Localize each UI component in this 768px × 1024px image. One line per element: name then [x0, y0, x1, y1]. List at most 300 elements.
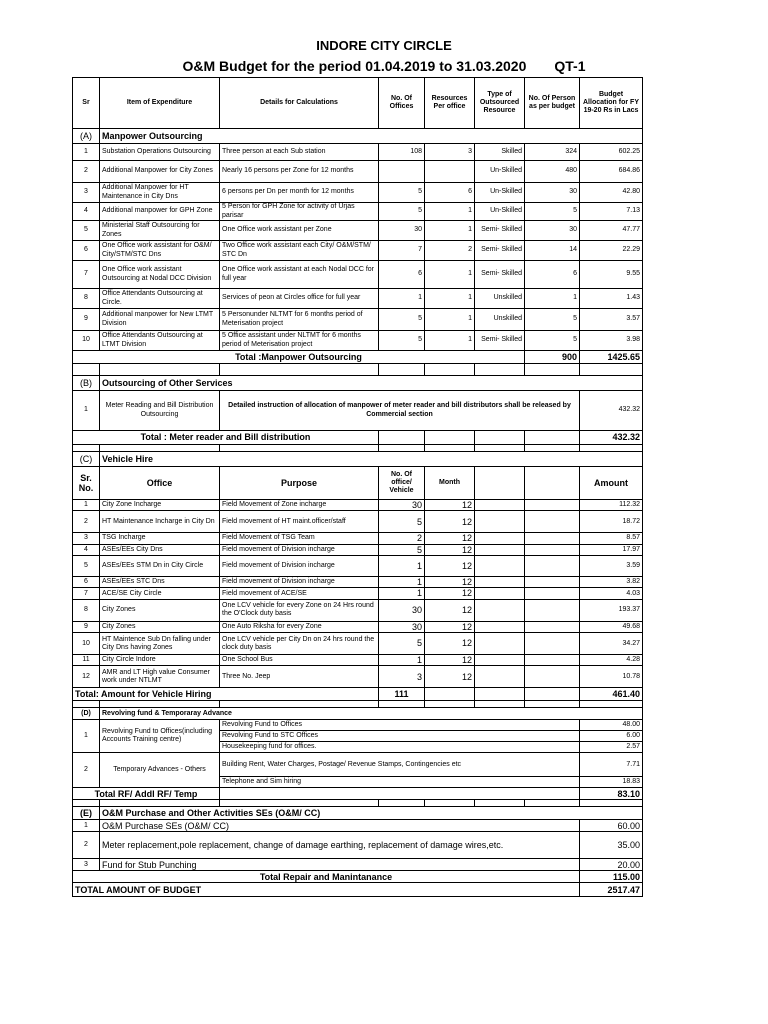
row-sr: 9 — [73, 621, 100, 632]
section-c-total — [73, 688, 643, 701]
section-a-total-label: Total :Manpower Outsourcing — [73, 351, 525, 364]
row-persons: 5 — [525, 309, 580, 331]
row-offices: 6 — [379, 261, 425, 289]
row-type: Unskilled — [475, 289, 525, 309]
row-sr: 3 — [73, 183, 100, 203]
table-row — [73, 633, 643, 655]
table-row — [73, 183, 643, 203]
empty-cell — [475, 800, 525, 807]
empty-cell — [525, 467, 580, 500]
section-c-total-amount: 461.40 — [580, 688, 643, 701]
row-offices: 5 — [379, 331, 425, 351]
row-type: Semi- Skilled — [475, 221, 525, 241]
row-details: One Office work assistant per Zone — [220, 221, 379, 241]
header-sr-no: Sr. No. — [73, 467, 100, 500]
row-type: Semi- Skilled — [475, 331, 525, 351]
row-item: One Office work assistant for O&M/ City/STM/STC Dns — [100, 241, 220, 261]
section-a-total-persons: 900 — [525, 351, 580, 364]
section-b-total-budget: 432.32 — [580, 431, 643, 445]
table-row — [73, 666, 643, 688]
row-sr: 3 — [73, 533, 100, 544]
row-sr: 10 — [73, 633, 100, 655]
row-persons: 5 — [525, 331, 580, 351]
table-header — [73, 78, 643, 129]
empty-cell — [580, 701, 643, 708]
row-budget: 3.57 — [580, 309, 643, 331]
row-office: City Zone Incharge — [100, 500, 220, 511]
section-b-header — [73, 376, 643, 391]
row-item: Office Attendants Outsourcing at Circle. — [100, 289, 220, 309]
row-details: Nearly 16 persons per Zone for 12 months — [220, 161, 379, 183]
row-type: Skilled — [475, 144, 525, 161]
empty-cell — [475, 577, 525, 588]
row-label: Revolving Fund to Offices — [220, 720, 580, 731]
section-e-header — [73, 807, 643, 820]
row-amount: 35.00 — [580, 832, 643, 859]
grand-total-label: TOTAL AMOUNT OF BUDGET — [73, 883, 580, 897]
row-persons: 480 — [525, 161, 580, 183]
section-b-sr: 1 — [73, 391, 100, 431]
row-label: Building Rent, Water Charges, Postage/ Revenue Stamps, Contingencies etc — [220, 753, 580, 777]
section-d-total-amount: 83.10 — [580, 788, 643, 800]
row-budget: 42.80 — [580, 183, 643, 203]
row-item: Additional manpower for New LTMT Division — [100, 309, 220, 331]
table-row — [73, 859, 643, 871]
header-persons: No. Of Person as per budget — [525, 78, 580, 129]
header-resources: Resources Per office — [425, 78, 475, 129]
empty-cell — [525, 588, 580, 599]
row-sr: 9 — [73, 309, 100, 331]
row-persons: 5 — [525, 203, 580, 221]
row-amount: 112.32 — [580, 500, 643, 511]
table-row — [73, 655, 643, 666]
empty-cell — [73, 445, 100, 452]
row-month: 12 — [425, 588, 475, 599]
row-resources: 1 — [425, 289, 475, 309]
table-row — [73, 599, 643, 621]
budget-table — [72, 77, 643, 897]
table-row — [73, 161, 643, 183]
row-details: 6 persons per Dn per month for 12 months — [220, 183, 379, 203]
table-row — [73, 832, 643, 859]
empty-cell — [425, 688, 475, 701]
row-purpose: One LCV vehicle for every Zone on 24 Hrs round the O'Clock duty basis — [220, 599, 379, 621]
table-row — [73, 511, 643, 533]
empty-cell — [525, 655, 580, 666]
row-amount: 10.78 — [580, 666, 643, 688]
spacer-row — [73, 445, 643, 452]
empty-cell — [100, 445, 220, 452]
section-c-total-count: 111 — [379, 688, 425, 701]
row-persons: 324 — [525, 144, 580, 161]
row-sr: 8 — [73, 599, 100, 621]
row-month: 12 — [425, 633, 475, 655]
row-resources: 1 — [425, 261, 475, 289]
table-row — [73, 820, 643, 832]
header-sr: Sr — [73, 78, 100, 129]
section-b-code: (B) — [73, 376, 100, 391]
row-item: Additional Manpower for HT Maintenance in City Dns — [100, 183, 220, 203]
row-amount: 6.00 — [580, 731, 643, 742]
row-amount: 4.03 — [580, 588, 643, 599]
row-sr: 10 — [73, 331, 100, 351]
header-type: Type of Outsourced Resource — [475, 78, 525, 129]
table-row — [73, 144, 643, 161]
empty-cell — [220, 788, 580, 800]
empty-cell — [425, 445, 475, 452]
row-amount: 193.37 — [580, 599, 643, 621]
empty-cell — [525, 599, 580, 621]
row-month: 12 — [425, 544, 475, 555]
header-item: Item of Expenditure — [100, 78, 220, 129]
table-row — [73, 588, 643, 599]
row-amount: 3.59 — [580, 556, 643, 577]
row-offices: 5 — [379, 309, 425, 331]
row-sr: 6 — [73, 241, 100, 261]
row-purpose: Field movement of Division incharge — [220, 577, 379, 588]
table-row — [73, 533, 643, 544]
row-budget: 9.55 — [580, 261, 643, 289]
section-d-total-label: Total RF/ Addl RF/ Temp — [73, 788, 220, 800]
row-resources: 1 — [425, 331, 475, 351]
row-vehicle-count: 3 — [379, 666, 425, 688]
empty-cell — [73, 701, 100, 708]
row-office: ACE/SE City Circle — [100, 588, 220, 599]
empty-cell — [425, 364, 475, 376]
empty-cell — [525, 800, 580, 807]
empty-cell — [475, 467, 525, 500]
row-persons: 1 — [525, 289, 580, 309]
empty-cell — [475, 621, 525, 632]
empty-cell — [100, 364, 220, 376]
section-e-total-label: Total Repair and Manintanance — [73, 871, 580, 883]
row-purpose: One School Bus — [220, 655, 379, 666]
empty-cell — [525, 666, 580, 688]
section-d-title: Revolving fund & Temporaray Advance — [100, 708, 643, 720]
row-type: Semi- Skilled — [475, 241, 525, 261]
empty-cell — [73, 800, 100, 807]
row-type: Un-Skilled — [475, 203, 525, 221]
table-row — [73, 621, 643, 632]
row-vehicle-count: 1 — [379, 556, 425, 577]
row-sr: 5 — [73, 221, 100, 241]
empty-cell — [379, 364, 425, 376]
row-type: Unskilled — [475, 309, 525, 331]
section-b-total-label: Total : Meter reader and Bill distribution — [73, 431, 379, 445]
row-label: O&M Purchase SEs (O&M/ CC) — [100, 820, 580, 832]
row-persons: 30 — [525, 221, 580, 241]
header-office: Office — [100, 467, 220, 500]
empty-cell — [525, 431, 580, 445]
empty-cell — [580, 800, 643, 807]
row-sr: 7 — [73, 261, 100, 289]
empty-cell — [379, 800, 425, 807]
header-budget: Budget Allocation for FY 19-20 Rs in Lacs — [580, 78, 643, 129]
row-purpose: Field movement of HT maint.officer/staff — [220, 511, 379, 533]
table-row — [73, 309, 643, 331]
empty-cell — [475, 599, 525, 621]
row-resources: 1 — [425, 203, 475, 221]
row-amount: 34.27 — [580, 633, 643, 655]
section-a-title: Manpower Outsourcing — [100, 129, 643, 144]
row-sr: 8 — [73, 289, 100, 309]
row-amount: 7.71 — [580, 753, 643, 777]
row-amount: 18.83 — [580, 777, 643, 788]
row-office: HT Maintenance Incharge in City Dn — [100, 511, 220, 533]
section-e-total — [73, 871, 643, 883]
section-c-title: Vehicle Hire — [100, 452, 643, 467]
row-vehicle-count: 1 — [379, 577, 425, 588]
empty-cell — [525, 577, 580, 588]
header-month: Month — [425, 467, 475, 500]
empty-cell — [379, 701, 425, 708]
empty-cell — [425, 701, 475, 708]
row-office: ASEs/EEs STM Dn in City Circle — [100, 556, 220, 577]
empty-cell — [475, 364, 525, 376]
document-title: INDORE CITY CIRCLE — [316, 38, 452, 53]
row-persons: 14 — [525, 241, 580, 261]
row-offices — [379, 161, 425, 183]
section-b-budget: 432.32 — [580, 391, 643, 431]
row-purpose: One LCV vehicle per City Dn on 24 hrs round the clock duty basis — [220, 633, 379, 655]
empty-cell — [475, 533, 525, 544]
row-details: 5 Office assistant under NLTMT for 6 months period of Meterisation project — [220, 331, 379, 351]
row-details: One Office work assistant at each Nodal DCC for full year — [220, 261, 379, 289]
row-sr: 2 — [73, 832, 100, 859]
row-office: ASEs/EEs City Dns — [100, 544, 220, 555]
empty-cell — [525, 533, 580, 544]
row-sr: 6 — [73, 577, 100, 588]
empty-cell — [220, 364, 379, 376]
table-row — [73, 577, 643, 588]
empty-cell — [475, 688, 525, 701]
empty-cell — [580, 364, 643, 376]
row-office: City Zones — [100, 599, 220, 621]
section-d-sr-1: 1 — [73, 720, 100, 753]
row-offices: 7 — [379, 241, 425, 261]
row-type: Un-Skilled — [475, 161, 525, 183]
row-office: AMR and LT High value Consumer work under NTLMT — [100, 666, 220, 688]
table-row — [73, 753, 643, 777]
row-label: Fund for Stub Punching — [100, 859, 580, 871]
row-vehicle-count: 1 — [379, 655, 425, 666]
table-row — [73, 289, 643, 309]
empty-cell — [475, 633, 525, 655]
row-month: 12 — [425, 500, 475, 511]
section-d-total — [73, 788, 643, 800]
row-month: 12 — [425, 655, 475, 666]
row-type: Semi- Skilled — [475, 261, 525, 289]
section-b-details: Detailed instruction of allocation of manpower of meter reader and bill distributors shall be released by Commercial section — [220, 391, 580, 431]
section-b-row — [73, 391, 643, 431]
row-office: City Circle Indore — [100, 655, 220, 666]
row-purpose: Field Movement of TSG Team — [220, 533, 379, 544]
grand-total-row — [73, 883, 643, 897]
table-row — [73, 241, 643, 261]
row-offices: 1 — [379, 289, 425, 309]
table-row — [73, 500, 643, 511]
row-sr: 12 — [73, 666, 100, 688]
section-a-total — [73, 351, 643, 364]
row-sr: 2 — [73, 511, 100, 533]
row-office: HT Maintence Sub Dn falling under City Dns having Zones — [100, 633, 220, 655]
row-details: 5 Personunder NLTMT for 6 months period of Meterisation project — [220, 309, 379, 331]
table-row — [73, 221, 643, 241]
empty-cell — [475, 500, 525, 511]
empty-cell — [220, 445, 379, 452]
empty-cell — [100, 701, 220, 708]
empty-cell — [220, 701, 379, 708]
row-vehicle-count: 5 — [379, 544, 425, 555]
row-budget: 602.25 — [580, 144, 643, 161]
section-d-code: (D) — [73, 708, 100, 720]
section-c-code: (C) — [73, 452, 100, 467]
empty-cell — [379, 445, 425, 452]
empty-cell — [525, 621, 580, 632]
section-e-total-amount: 115.00 — [580, 871, 643, 883]
row-item: Additional manpower for GPH Zone — [100, 203, 220, 221]
row-offices: 108 — [379, 144, 425, 161]
section-b-title: Outsourcing of Other Services — [100, 376, 643, 391]
row-offices: 5 — [379, 183, 425, 203]
header-offices: No. Of Offices — [379, 78, 425, 129]
row-purpose: Three No. Jeep — [220, 666, 379, 688]
row-vehicle-count: 5 — [379, 633, 425, 655]
section-e-title: O&M Purchase and Other Activities SEs (O&M/ CC) — [100, 807, 643, 820]
row-vehicle-count: 30 — [379, 500, 425, 511]
row-details: Three person at each Sub station — [220, 144, 379, 161]
document-subtitle — [0, 58, 768, 74]
row-details: 5 Person for GPH Zone for activity of Urjas parisar — [220, 203, 379, 221]
empty-cell — [525, 544, 580, 555]
row-purpose: Field movement of Division incharge — [220, 556, 379, 577]
empty-cell — [100, 800, 220, 807]
empty-cell — [580, 445, 643, 452]
row-budget: 684.86 — [580, 161, 643, 183]
empty-cell — [525, 500, 580, 511]
table-row — [73, 720, 643, 731]
section-a-code: (A) — [73, 129, 100, 144]
empty-cell — [475, 556, 525, 577]
row-amount: 60.00 — [580, 820, 643, 832]
grand-total-amount: 2517.47 — [580, 883, 643, 897]
table-row — [73, 331, 643, 351]
empty-cell — [525, 364, 580, 376]
empty-cell — [525, 511, 580, 533]
empty-cell — [475, 544, 525, 555]
row-budget: 3.98 — [580, 331, 643, 351]
budget-period: O&M Budget for the period 01.04.2019 to 31.03.2020 — [182, 58, 527, 74]
section-b-item: Meter Reading and Bill Distribution Outsourcing — [100, 391, 220, 431]
row-sr: 4 — [73, 544, 100, 555]
section-e-code: (E) — [73, 807, 100, 820]
section-c-header — [73, 452, 643, 467]
header-purpose: Purpose — [220, 467, 379, 500]
row-purpose: Field movement of ACE/SE — [220, 588, 379, 599]
empty-cell — [220, 800, 379, 807]
empty-cell — [475, 701, 525, 708]
row-label: Telephone and Sim hiring — [220, 777, 580, 788]
row-month: 12 — [425, 666, 475, 688]
row-persons: 6 — [525, 261, 580, 289]
row-label: Housekeeping fund for offices. — [220, 742, 580, 753]
row-amount: 3.82 — [580, 577, 643, 588]
row-amount: 49.68 — [580, 621, 643, 632]
row-item: Substation Operations Outsourcing — [100, 144, 220, 161]
empty-cell — [475, 588, 525, 599]
row-sr: 7 — [73, 588, 100, 599]
empty-cell — [475, 431, 525, 445]
section-c-total-label: Total: Amount for Vehicle Hiring — [73, 688, 379, 701]
row-resources: 6 — [425, 183, 475, 203]
row-sr: 2 — [73, 161, 100, 183]
row-resources: 2 — [425, 241, 475, 261]
section-d-sr-2: 2 — [73, 753, 100, 788]
section-a-header — [73, 129, 643, 144]
row-sr: 11 — [73, 655, 100, 666]
section-d-item-1: Revolving Fund to Offices(including Accounts Training centre) — [100, 720, 220, 753]
row-amount: 17.97 — [580, 544, 643, 555]
row-label: Revolving Fund to STC Offices — [220, 731, 580, 742]
row-item: Ministerial Staff Outsourcing for Zones — [100, 221, 220, 241]
row-sr: 1 — [73, 144, 100, 161]
header-details: Details for Calculations — [220, 78, 379, 129]
row-sr: 1 — [73, 820, 100, 832]
empty-cell — [475, 445, 525, 452]
row-sr: 1 — [73, 500, 100, 511]
row-offices: 30 — [379, 221, 425, 241]
empty-cell — [525, 633, 580, 655]
row-details: Two Office work assistant each City/ O&M/STM/ STC Dn — [220, 241, 379, 261]
empty-cell — [525, 701, 580, 708]
empty-cell — [73, 364, 100, 376]
row-budget: 47.77 — [580, 221, 643, 241]
row-purpose: Field Movement of Zone incharge — [220, 500, 379, 511]
row-resources — [425, 161, 475, 183]
row-vehicle-count: 30 — [379, 599, 425, 621]
row-amount: 2.57 — [580, 742, 643, 753]
table-row — [73, 261, 643, 289]
row-resources: 1 — [425, 309, 475, 331]
row-vehicle-count: 30 — [379, 621, 425, 632]
quarter-label: QT-1 — [554, 58, 586, 74]
row-amount: 20.00 — [580, 859, 643, 871]
row-amount: 8.57 — [580, 533, 643, 544]
row-month: 12 — [425, 621, 475, 632]
empty-cell — [525, 556, 580, 577]
empty-cell — [525, 445, 580, 452]
empty-cell — [425, 800, 475, 807]
spacer-row — [73, 364, 643, 376]
row-office: ASEs/EEs STC Dns — [100, 577, 220, 588]
row-budget: 7.13 — [580, 203, 643, 221]
row-month: 12 — [425, 556, 475, 577]
table-row — [73, 203, 643, 221]
row-amount: 48.00 — [580, 720, 643, 731]
row-persons: 30 — [525, 183, 580, 203]
row-purpose: One Auto Riksha for every Zone — [220, 621, 379, 632]
row-budget: 1.43 — [580, 289, 643, 309]
row-office: City Zones — [100, 621, 220, 632]
row-item: Additional Manpower for City Zones — [100, 161, 220, 183]
empty-cell — [475, 511, 525, 533]
row-vehicle-count: 5 — [379, 511, 425, 533]
spacer-row — [73, 701, 643, 708]
row-resources: 3 — [425, 144, 475, 161]
table-row — [73, 556, 643, 577]
row-month: 12 — [425, 599, 475, 621]
row-details: Services of peon at Circles office for full year — [220, 289, 379, 309]
